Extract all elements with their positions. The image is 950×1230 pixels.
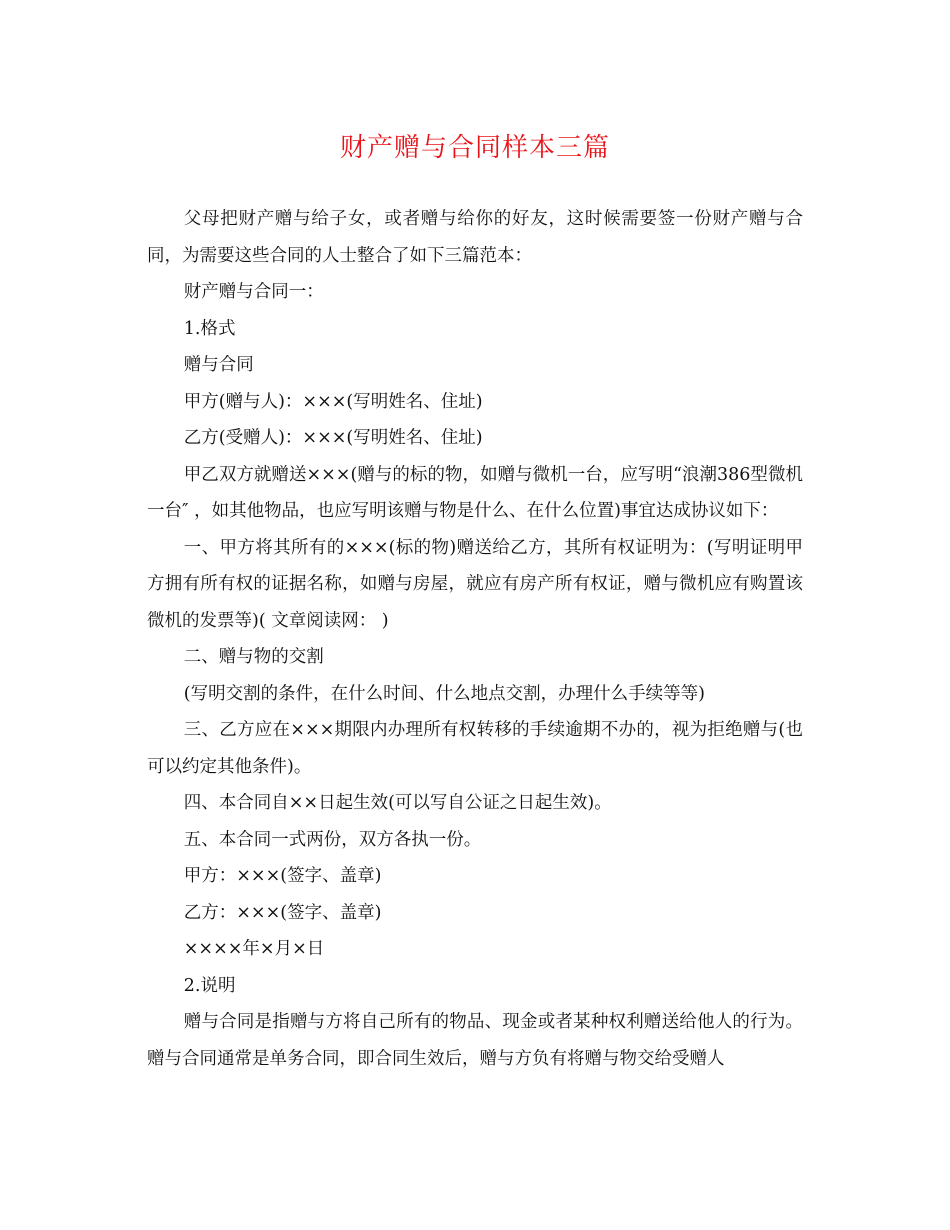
paragraph-notes-heading: 2.说明 [183,975,236,996]
paragraph-intro: 父母把财产赠与给子女，或者赠与给你的好友，这时候需要签一份财产赠与合同，为需要这些合同的人士整合了如下三篇范本： [147,209,803,266]
paragraph-signature-b: 乙方：×××(签字、盖章) [183,902,382,923]
paragraph-date: ××××年×月×日 [183,939,325,959]
document-body [147,201,803,1077]
paragraph-notes-body: 赠与合同是指赠与方将自己所有的物品、现金或者某种权利赠送给他人的行为。赠与合同通常是单务合同，即合同生效后，赠与方负有将赠与物交给受赠人 [147,1012,803,1069]
paragraph-format-heading: 1.格式 [183,318,236,339]
paragraph-clause-3: 三、乙方应在×××期限内办理所有权转移的手续逾期不办的，视为拒绝赠与(也可以约定其他条件)。 [147,720,803,777]
paragraph-party-b: 乙方(受赠人)：×××(写明姓名、住址) [183,428,483,448]
paragraph-clause-1: 一、甲方将其所有的×××(标的物)赠送给乙方，其所有权证明为：(写明证明甲方拥有所有权的证据名称，如赠与房屋，就应有房产所有权证，赠与微机应有购置该微机的发票等)( 文章阅读网： ) [147,537,803,631]
paragraph-contract-name: 赠与合同 [183,355,254,375]
paragraph-clause-4: 四、本合同自××日起生效(可以写自公证之日起生效)。 [183,793,612,813]
paragraph-clause-2-heading: 二、赠与物的交割 [183,647,324,667]
paragraph-signature-a: 甲方：×××(签字、盖章) [183,866,382,886]
paragraph-agreement-preamble: 甲乙双方就赠送×××(赠与的标的物，如赠与微机一台，应写明“浪潮386型微机一台″ ，如其他物品，也应写明该赠与物是什么、在什么位置)事宜达成协议如下： [147,464,803,521]
paragraph-clause-5: 五、本合同一式两份，双方各执一份。 [183,829,482,850]
paragraph-contract-one-heading: 财产赠与合同一： [183,282,324,302]
paragraph-clause-2-body: (写明交割的条件，在什么时间、什么地点交割，办理什么手续等等) [183,683,705,704]
paragraph-party-a: 甲方(赠与人)：×××(写明姓名、住址) [183,391,483,412]
document-title: 财产赠与合同样本三篇 [339,133,610,163]
